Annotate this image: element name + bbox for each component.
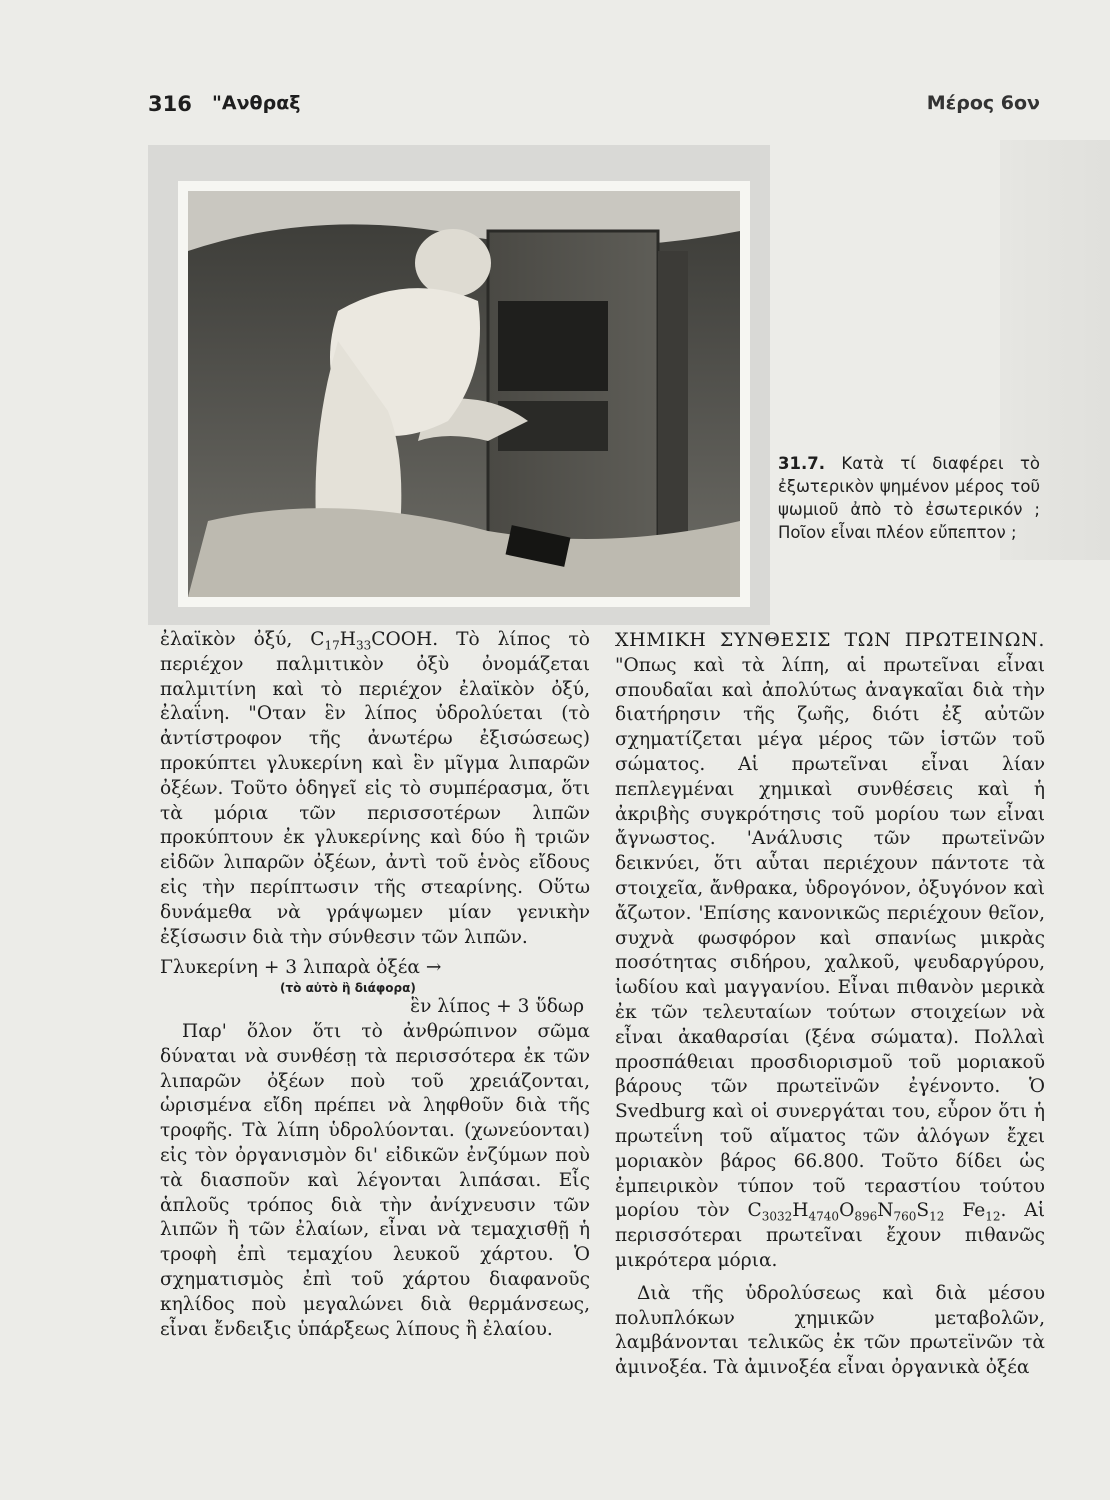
paragraph-fats: ἐλαϊκὸν ὀξύ, $C_{17}H_{33}COOH$. Τὸ λίπος τὸ περιέχον παλμιτικὸν ὀξὺ ὀνομάζεται παλμιτίνη καὶ τὸ περιέχον ἐλαϊκὸν ὀξύ, ἐλαΐνη. "Οταν ἓν λίπος ὑδρολύεται (τὸ ἀντίστροφον τῆς ἀνωτέρω ἐξισώσεως) προκύπτει γλυκερίνη καὶ ἓν μῖγμα λιπαρῶν ὀξέων. Τοῦτο ὁδηγεῖ εἰς τὸ συμπέρασμα, ὅτι τὰ μόρια τῶν περισσοτέρων λιπῶν προκύπτουν ἐκ γλυκερίνης καὶ δύο ἢ τριῶν εἰδῶν λιπαρῶν ὀξέων, ἀντὶ τοῦ ἑνὸς εἴδους εἰς τὴν περίπτωσιν τῆς στεαρίνης. Οὕτω δυνάμεθα νὰ γράψωμεν μίαν γενικὴν ἐξίσωσιν διὰ τὴν σύνθεσιν τῶν λιπῶν. xyxy=(160,629,590,948)
caption-number: 31.7. xyxy=(778,454,825,473)
photograph-bakery-oven xyxy=(188,191,740,597)
photo-illustration xyxy=(188,191,740,597)
right-column xyxy=(615,628,1045,1381)
paragraph-proteins: ΧΗΜΙΚΗ ΣΥΝΘΕΣΙΣ ΤΩΝ ΠΡΩΤΕΙΝΩΝ. "Οπως καὶ τὰ λίπη, αἱ πρωτεῖναι εἶναι σπουδαῖαι καὶ ἀπολύτως ἀναγκαῖαι διὰ τὴν διατήρησιν τῆς ζωῆς, διότι ἐξ αὐτῶν σχηματίζεται μέγα μέρος τῶν ἱστῶν τοῦ σώματος. Αἱ πρωτεῖναι εἶναι λίαν πεπλεγμέναι χημικαὶ συνθέσεις καὶ ἡ ἀκριβὴς συγκρότησις τοῦ μορίου των εἶναι ἄγνωστος. 'Ανάλυσις τῶν πρωτεϊνῶν δεικνύει, ὅτι αὗται περιέχουν πάντοτε τὰ στοιχεῖα, ἄνθρακα, ὑδρογόνον, ὀξυγόνον καὶ ἄζωτον. 'Επίσης κανονικῶς περιέχουν θεῖον, συχνὰ φωσφόρον καὶ σπανίως μικρὰς ποσότητας σιδήρου, χαλκοῦ, ψευδαργύρου, ἰωδίου καὶ μαγγανίου. Εἶναι πιθανὸν μερικὰ ἐκ τῶν τελευταίων τούτων στοιχείων νὰ εἶναι ἀκαθαρσίαι (ξένα σώματα). Πολλαὶ προσπάθειαι προσδιορισμοῦ τοῦ μοριακοῦ βάρους τῶν πρωτεϊνῶν ἐγένοντο. Ὁ Svedburg καὶ οἱ συνεργάται του, εὗρον ὅτι ἡ πρωτεΐνη τοῦ αἵματος τῶν ἀλόγων ἔχει μοριακὸν βάρος 66.800. Τοῦτο δίδει ὡς ἐμπειρικὸν τύπον τοῦ τεραστίου τούτου μορίου τὸν $C_{3032}H_{4740}O_{896}N_{760}S_{12}$ $Fe_{12}$. Αἱ περισσότεραι πρωτεῖναι ἔχουν πιθανῶς μικρότερα μόρια. xyxy=(615,629,1045,1271)
figure-frame xyxy=(148,145,770,625)
paragraph-amino-acids: Διὰ τῆς ὑδρολύσεως καὶ διὰ μέσου πολυπλόκων χημικῶν μεταβολῶν, λαμβάνονται τελικῶς ἐκ τῶν πρωτεϊνῶν τὰ ἀμινοξέα. Τὰ ἀμινοξέα εἶναι ὀργανικὰ ὀξέα xyxy=(615,1282,1045,1379)
fat-synthesis-equation xyxy=(160,956,590,1020)
part-label: Μέρος 6ον xyxy=(926,92,1040,114)
paragraph-digestion: Παρ' ὅλον ὅτι τὸ ἀνθρώπινον σῶμα δύναται νὰ συνθέσῃ τὰ περισσότερα ἐκ τῶν λιπαρῶν ὀξέων ποὺ τοῦ χρειάζονται, ὡρισμένα εἴδη πρέπει νὰ ληφθοῦν διὰ τῆς τροφῆς. Τὰ λίπη ὑδρολύονται. (χωνεύονται) εἰς τὸν ὀργανισμὸν δι' εἰδικῶν ἐνζύμων ποὺ τὰ διασποῦν καὶ λέγονται λιπάσαι. Εἷς ἁπλοῦς τρόπος διὰ τὴν ἀνίχνευσιν τῶν λιπῶν ἢ τῶν ἐλαίων, εἶναι νὰ τεμαχισθῇ ἡ τροφὴ ἐπὶ τεμαχίου λευκοῦ χάρτου. Ὁ σχηματισμὸς ἐπὶ τοῦ χάρτου διαφανοῦς κηλίδος ποὺ μεγαλώνει διὰ θερμάνσεως, εἶναι ἔνδειξις ὑπάρξεως λίπους ἢ ἐλαίου. xyxy=(160,1020,590,1340)
running-title: "Ανθραξ xyxy=(212,92,301,114)
equation-products: ἓν λίπος + 3 ὕδωρ xyxy=(410,996,584,1018)
photo-border xyxy=(178,181,750,607)
equation-note: (τὸ αὐτὸ ἢ διάφορα) xyxy=(280,981,416,996)
left-column xyxy=(160,628,590,1342)
equation-reactants: Γλυκερίνη + 3 λιπαρὰ ὀξέα → xyxy=(160,957,442,979)
page-number: 316 xyxy=(148,92,192,116)
figure-caption xyxy=(778,452,1040,544)
caption-text: Κατὰ τί διαφέρει τὸ ἐξωτερικὸν ψημένον μέρος τοῦ ψωμιοῦ ἀπὸ τὸ ἐσωτερικόν ; Ποῖον εἶναι πλέον εὔπεπτον ; xyxy=(778,454,1040,542)
section-heading: ΧΗΜΙΚΗ ΣΥΝΘΕΣΙΣ ΤΩΝ ΠΡΩΤΕΙΝΩΝ. xyxy=(615,629,1045,651)
